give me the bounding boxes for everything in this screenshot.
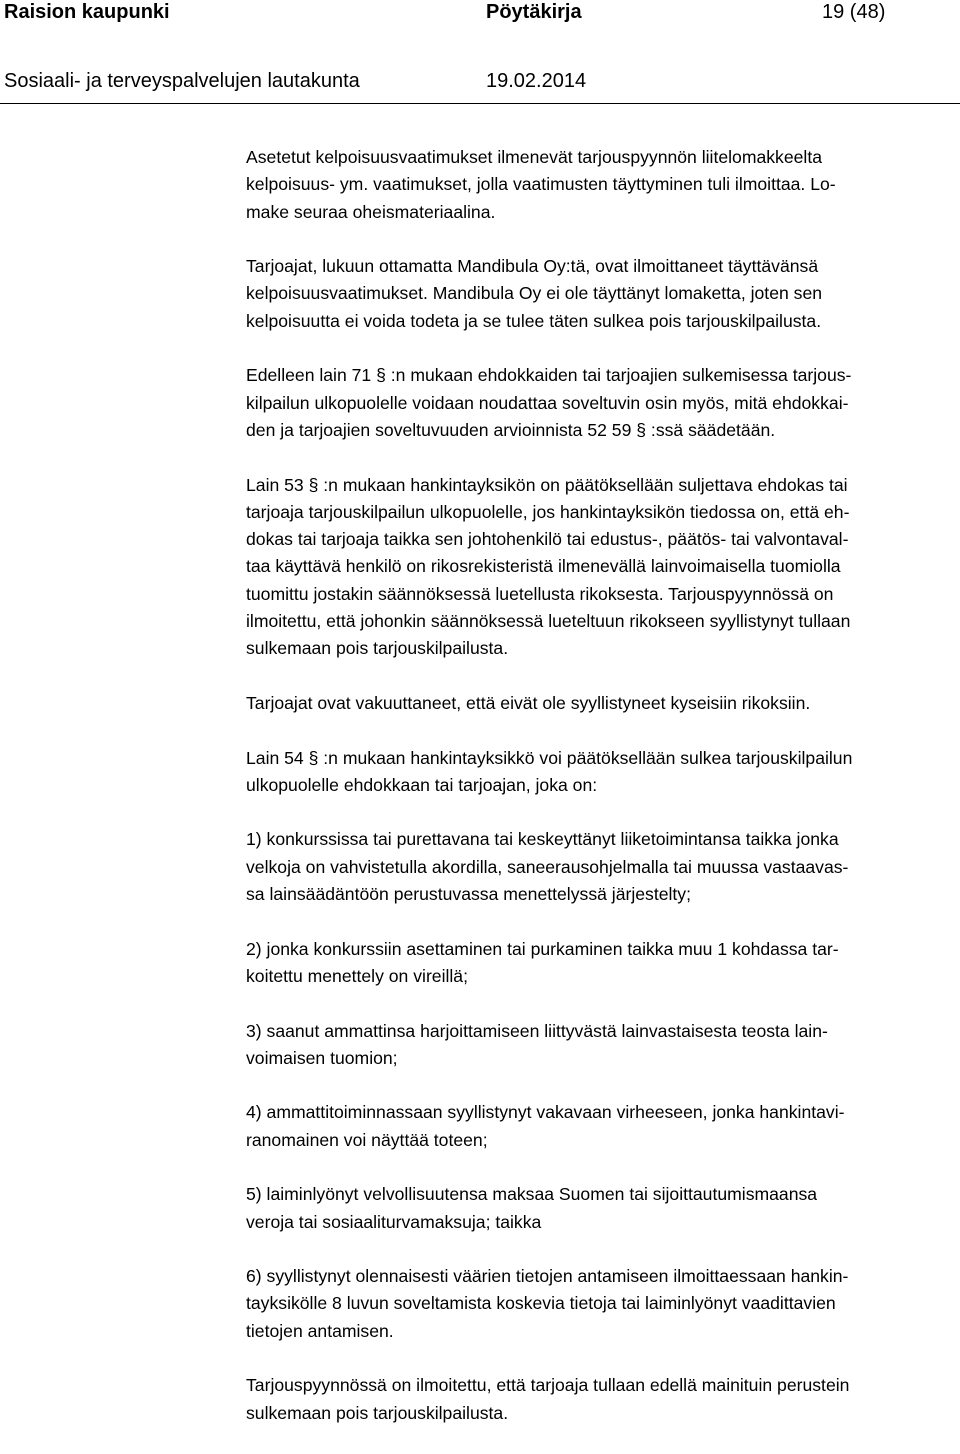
body-paragraph bbox=[246, 253, 958, 335]
body-paragraph bbox=[246, 1018, 958, 1073]
text-line: 3) saanut ammattinsa harjoittamiseen liittyvästä lainvastaisesta teosta lain- bbox=[246, 1020, 828, 1041]
text-line: Lain 53 § :n mukaan hankintayksikön on päätöksellään suljettava ehdokas tai bbox=[246, 474, 848, 495]
text-line: Tarjoajat ovat vakuuttaneet, että eivät ole syyllistyneet kyseisiin rikoksiin. bbox=[246, 692, 811, 713]
document-header bbox=[0, 0, 960, 24]
text-line: kelpoisuus- ym. vaatimukset, jolla vaatimusten täyttyminen tuli ilmoittaa. Lo- bbox=[246, 174, 836, 195]
document-body bbox=[246, 144, 958, 1454]
body-paragraph bbox=[246, 144, 958, 226]
text-line: dokas tai tarjoaja taikka sen johtohenkilö tai edustus-, päätös- tai valvontaval- bbox=[246, 529, 849, 550]
body-paragraph bbox=[246, 745, 958, 800]
board-name: Sosiaali- ja terveyspalvelujen lautakunta bbox=[4, 70, 360, 92]
text-line: tietojen antamisen. bbox=[246, 1320, 394, 1341]
body-paragraph bbox=[246, 362, 958, 444]
text-line: 4) ammattitoiminnassaan syyllistynyt vakavaan virheeseen, jonka hankintavi- bbox=[246, 1102, 845, 1123]
text-line: kelpoisuutta ei voida todeta ja se tulee täten sulkea pois tarjouskilpailusta. bbox=[246, 310, 822, 331]
body-paragraph bbox=[246, 1181, 958, 1236]
body-paragraph bbox=[246, 1263, 958, 1345]
text-line: koitettu menettely on vireillä; bbox=[246, 965, 468, 986]
text-line: sa lainsäädäntöön perustuvassa menettelyssä järjestelty; bbox=[246, 884, 691, 905]
text-line: 6) syyllistynyt olennaisesti väärien tietojen antamiseen ilmoittaessaan hankin- bbox=[246, 1266, 849, 1287]
text-line: den ja tarjoajien soveltuvuuden arvioinnista 52 59 § :ssä säädetään. bbox=[246, 419, 776, 440]
text-line: make seuraa oheismateriaalina. bbox=[246, 201, 496, 222]
text-line: ulkopuolelle ehdokkaan tai tarjoajan, joka on: bbox=[246, 774, 598, 795]
text-line: 5) laiminlyönyt velvollisuutensa maksaa Suomen tai sijoittautumismaansa bbox=[246, 1184, 818, 1205]
text-line: taa käyttävä henkilö on rikosrekisteristä ilmenevällä lainvoimaisella tuomiolla bbox=[246, 556, 841, 577]
text-line: Tarjoajat, lukuun ottamatta Mandibula Oy:tä, ovat ilmoittaneet täyttävänsä bbox=[246, 256, 819, 277]
text-line: tayksikölle 8 luvun soveltamista koskevia tietoja tai laiminlyönyt vaadittavien bbox=[246, 1293, 836, 1314]
body-paragraph bbox=[246, 690, 958, 717]
body-paragraph bbox=[246, 1099, 958, 1154]
text-line: veroja tai sosiaaliturvamaksuja; taikka bbox=[246, 1211, 542, 1232]
text-line: voimaisen tuomion; bbox=[246, 1047, 398, 1068]
document-type: Pöytäkirja bbox=[486, 1, 582, 23]
header-divider bbox=[0, 103, 960, 104]
text-line: kelpoisuusvaatimukset. Mandibula Oy ei ole täyttänyt lomaketta, joten sen bbox=[246, 283, 823, 304]
text-line: ranomainen voi näyttää toteen; bbox=[246, 1129, 488, 1150]
text-line: ilmoitettu, että johonkin säännöksessä lueteltuun rikokseen syyllistynyt tullaan bbox=[246, 611, 851, 632]
text-line: Asetetut kelpoisuusvaatimukset ilmenevät tarjouspyynnön liitelomakkeelta bbox=[246, 147, 823, 167]
meeting-date: 19.02.2014 bbox=[486, 70, 587, 92]
text-line: 1) konkurssissa tai purettavana tai keskeyttänyt liiketoimintansa taikka jonka bbox=[246, 829, 839, 850]
body-paragraph bbox=[246, 1372, 958, 1427]
document-subheader bbox=[0, 69, 960, 93]
text-line: sulkemaan pois tarjouskilpailusta. bbox=[246, 1402, 509, 1423]
body-paragraph bbox=[246, 472, 958, 663]
text-line: velkoja on vahvistetulla akordilla, saneerausohjelmalla tai muussa vastaavas- bbox=[246, 856, 849, 877]
body-paragraph bbox=[246, 826, 958, 908]
page-number: 19 (48) bbox=[822, 1, 886, 23]
text-line: Edelleen lain 71 § :n mukaan ehdokkaiden tai tarjoajien sulkemisessa tarjous- bbox=[246, 365, 852, 386]
text-line: kilpailun ulkopuolelle voidaan noudattaa soveltuvin osin myös, mitä ehdokkai- bbox=[246, 392, 849, 413]
text-line: Lain 54 § :n mukaan hankintayksikkö voi päätöksellään sulkea tarjouskilpailun bbox=[246, 747, 853, 768]
text-line: tuomittu jostakin säännöksessä luetellusta rikoksesta. Tarjouspyynnössä on bbox=[246, 583, 834, 604]
text-line: tarjoaja tarjouskilpailun ulkopuolelle, jos hankintayksikön tiedossa on, että eh- bbox=[246, 501, 850, 522]
text-line: 2) jonka konkurssiin asettaminen tai purkaminen taikka muu 1 kohdassa tar- bbox=[246, 938, 839, 959]
organization-name: Raision kaupunki bbox=[4, 1, 170, 23]
body-paragraph bbox=[246, 936, 958, 991]
text-line: sulkemaan pois tarjouskilpailusta. bbox=[246, 638, 509, 659]
text-line: Tarjouspyynnössä on ilmoitettu, että tarjoaja tullaan edellä mainituin perustein bbox=[246, 1375, 850, 1396]
